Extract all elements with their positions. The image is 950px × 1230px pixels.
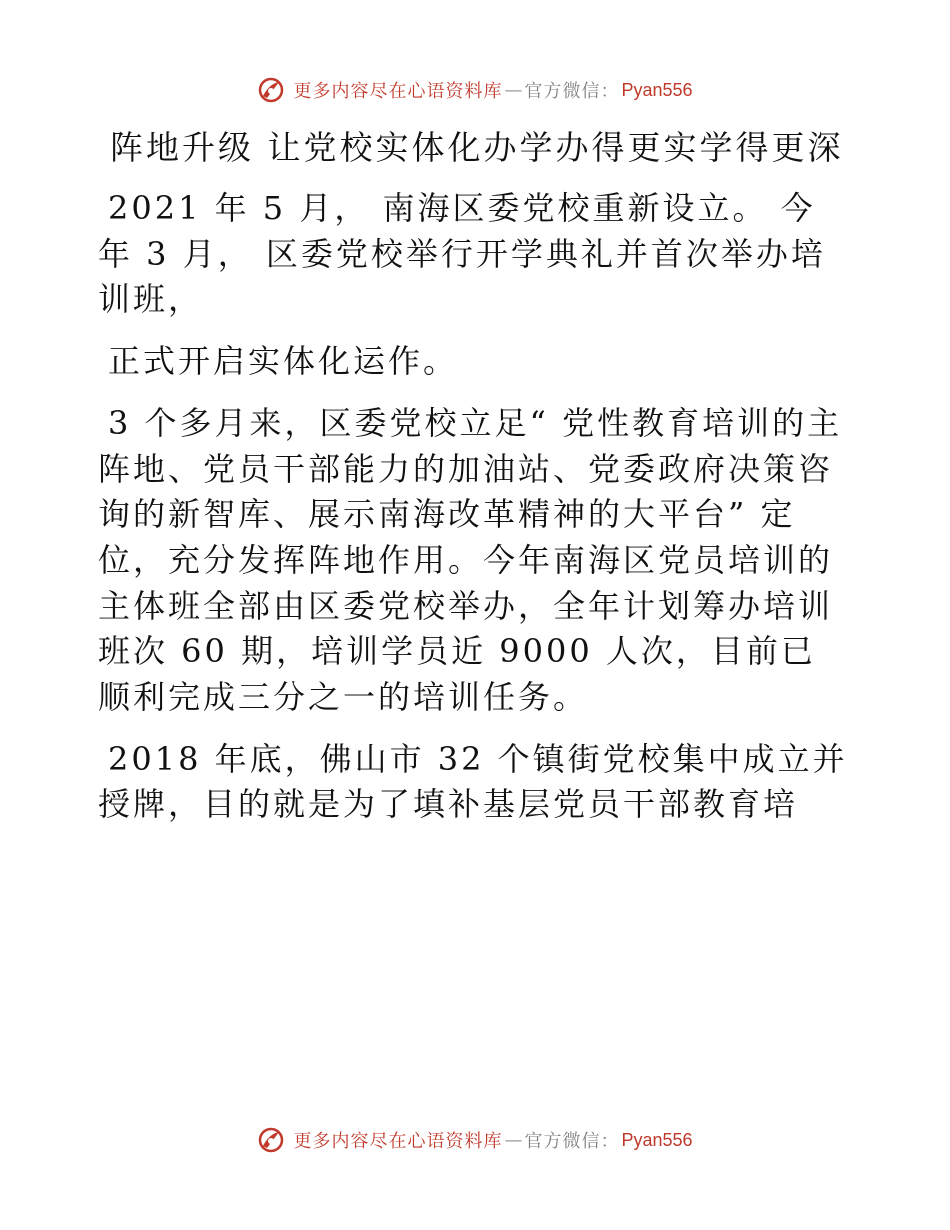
- watermark-contact-label: 官方微信：: [524, 1131, 620, 1152]
- watermark-separator: —: [504, 79, 523, 101]
- footer-watermark: [0, 1120, 950, 1160]
- paragraph: 2018 年底，佛山市 32 个镇街党校集中成立并授牌，目的就是为了填补基层党员干部教育培: [98, 739, 848, 824]
- paragraph: 2021 年 5 月， 南海区委党校重新设立。 今年 3 月， 区委党校举行开学典礼并首次举办培训班，: [98, 189, 826, 319]
- document-title: 阵地升级 让党校实体化办学办得更实学得更深: [110, 128, 844, 167]
- watermark-contact-label: 官方微信：: [524, 81, 620, 102]
- paragraph: 3 个多月来，区委党校立足“ 党性教育培训的主阵地、党员干部能力的加油站、党委政府决策咨询的新智库、展示南海改革精神的大平台” 定位，充分发挥阵地作用。今年南海区党员培训的主体班全部由区委党校举办，全年计划筹办培训班次 60 期，培训学员近 9000 人次，目前已顺利完成三分之一的培训任务。: [98, 403, 843, 717]
- brush-stamp-icon: [257, 76, 285, 104]
- brush-stamp-icon: [257, 1126, 285, 1154]
- watermark-brand: 更多内容尽在心语资料库: [293, 1131, 503, 1152]
- header-watermark: [0, 70, 950, 110]
- watermark-contact-id: Pyan556: [621, 1129, 693, 1150]
- watermark-brand: 更多内容尽在心语资料库: [293, 81, 503, 102]
- watermark-contact-id: Pyan556: [621, 79, 693, 100]
- document-body: [98, 122, 850, 844]
- paragraph: 正式开启实体化运作。: [108, 342, 459, 381]
- watermark-separator: —: [504, 1129, 523, 1151]
